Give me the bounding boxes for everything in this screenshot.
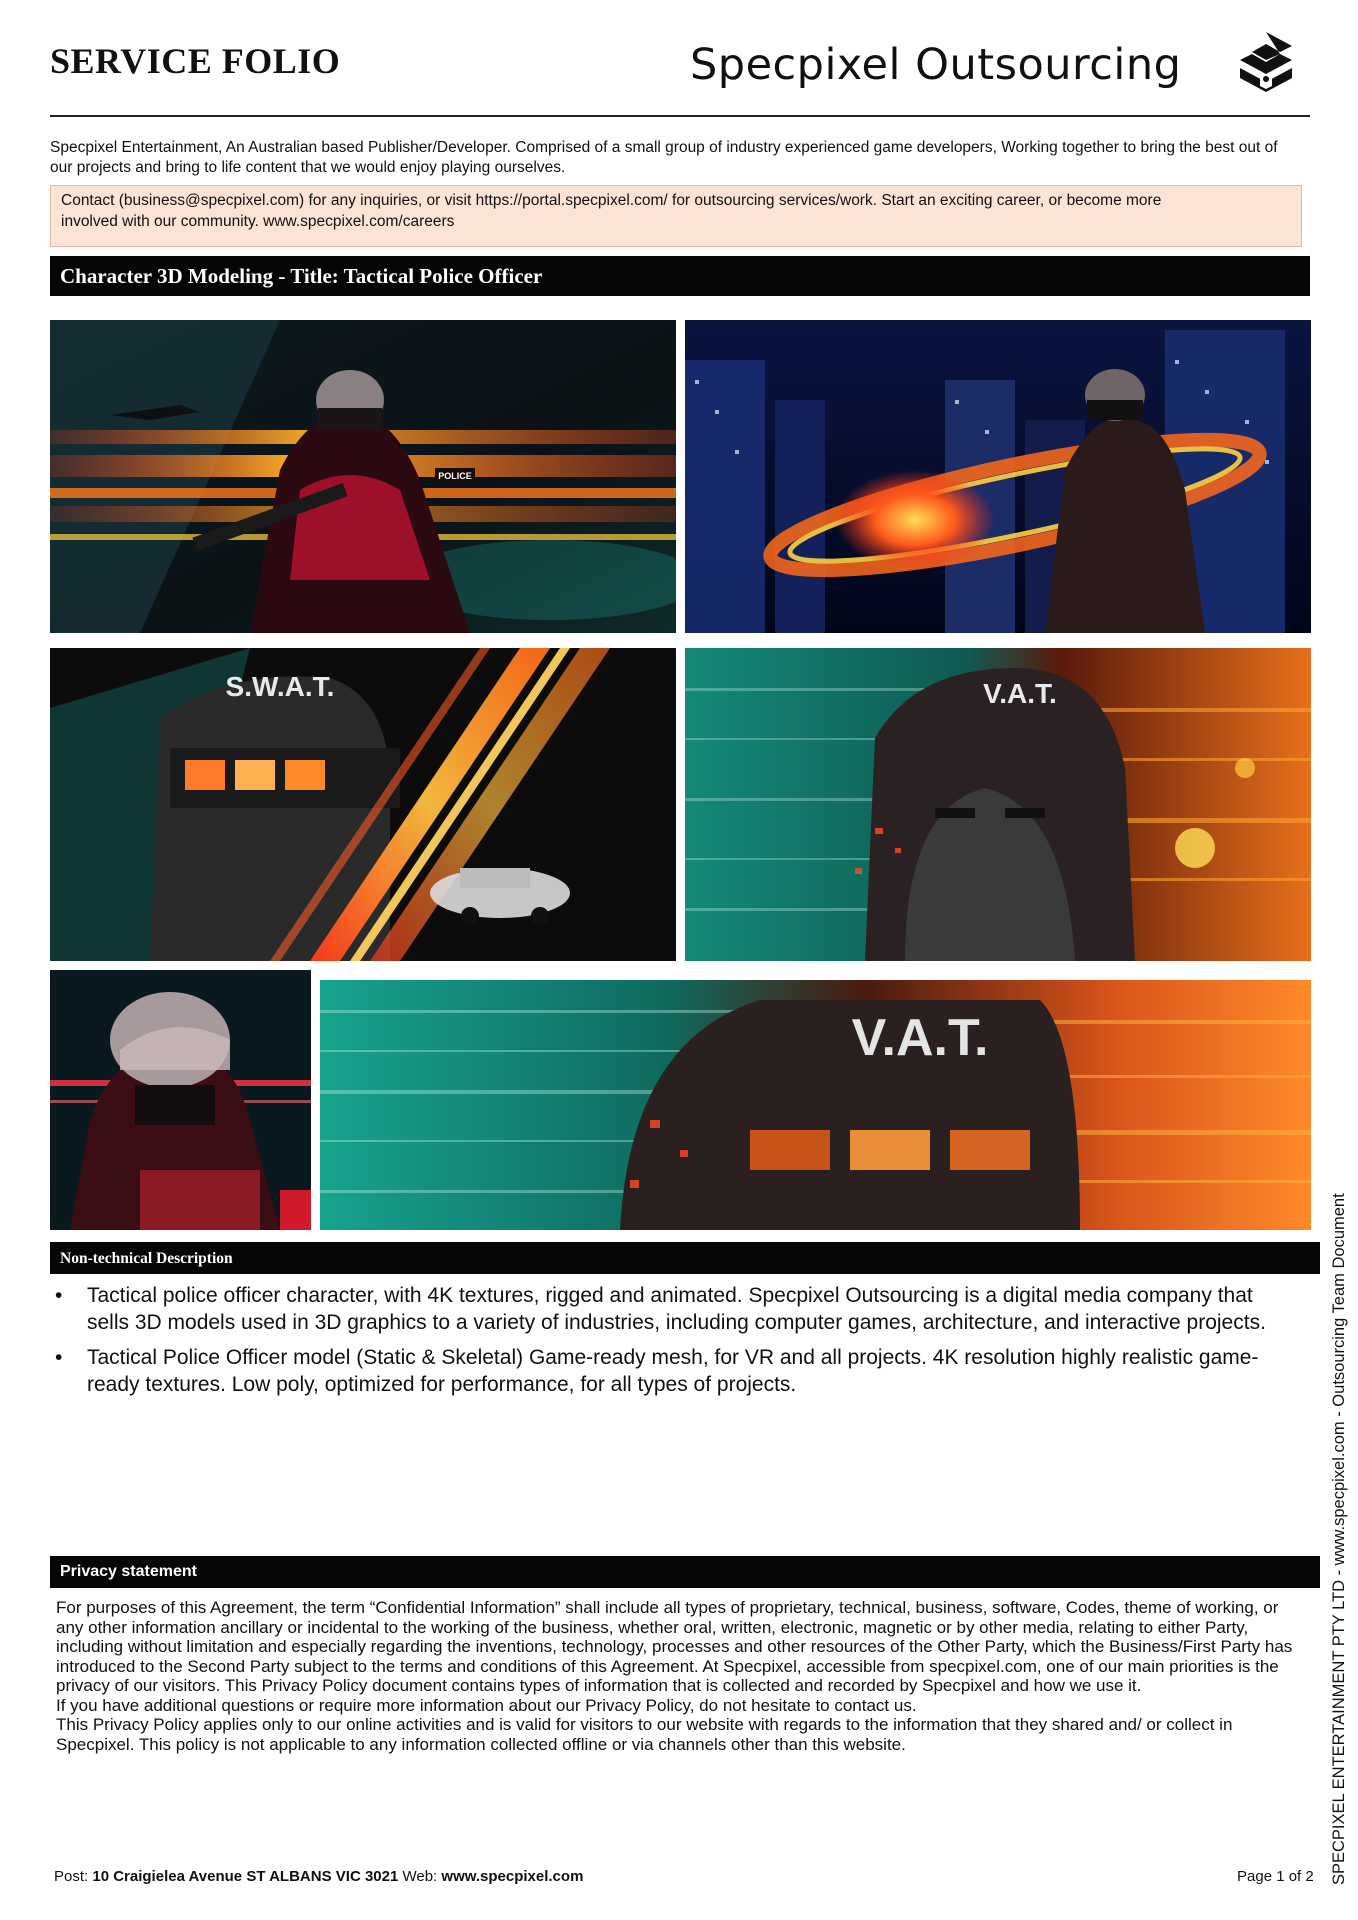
side-vertical-note: SPECPIXEL ENTERTAINMENT PTY LTD - www.specpixel.com - Outsourcing Team Document	[1330, 1193, 1348, 1885]
render-image-4	[685, 648, 1311, 961]
vat-label-large: V.A.T.	[851, 1009, 989, 1067]
swat-label: S.W.A.T.	[225, 671, 335, 702]
render-image-2	[685, 320, 1311, 633]
list-item-text: Tactical Police Officer model (Static & Skeletal) Game-ready mesh, for VR and all projects. 4K resolution highly realistic game-ready textures. Low poly, optimized for performance, for all types of projects.	[87, 1346, 1259, 1396]
footer-address	[54, 1868, 583, 1885]
render-image-6	[320, 980, 1311, 1230]
vat-label-small: V.A.T.	[983, 678, 1057, 709]
intro-paragraph: Specpixel Entertainment, An Australian based Publisher/Developer. Comprised of a small group of industry experienced game developers, Working together to bring the best out of our projects and bring to life content that we would enjoy playing ourselves.	[50, 139, 1278, 176]
privacy-paragraph-2: If you have additional questions or require more information about our Privacy Policy, do not hesitate to contact us.	[56, 1695, 917, 1715]
post-address: 10 Craigielea Avenue ST ALBANS VIC 3021	[92, 1868, 399, 1885]
list-item	[50, 1282, 1290, 1336]
web-link[interactable]: www.specpixel.com	[441, 1868, 584, 1885]
post-label: Post:	[54, 1868, 89, 1885]
brand-name: Specpixel Outsourcing	[690, 40, 1182, 90]
render-image-1	[50, 320, 676, 633]
spe-logo-icon	[1236, 30, 1296, 100]
render-image-3	[50, 648, 676, 961]
contact-box	[50, 185, 1302, 247]
render-image-5	[50, 970, 311, 1230]
description-list	[50, 1282, 1290, 1406]
web-label: Web:	[402, 1868, 438, 1885]
section-title: Character 3D Modeling - Title: Tactical Police Officer	[50, 256, 1310, 296]
bullet-icon: •	[55, 1346, 63, 1369]
list-item-text: Tactical police officer character, with 4K textures, rigged and animated. Specpixel Outsourcing is a digital media company that sells 3D models used in 3D graphics to a variety of industries, including computer games, architecture, and interactive projects.	[87, 1284, 1266, 1334]
header-divider	[50, 115, 1310, 117]
privacy-heading: Privacy statement	[50, 1556, 1320, 1588]
page-number: Page 1 of 2	[1237, 1868, 1314, 1885]
police-badge-text: POLICE	[438, 471, 472, 481]
privacy-text	[56, 1598, 1306, 1754]
contact-line-2: involved with our community. www.specpixel.com/careers	[61, 213, 455, 230]
privacy-paragraph-3: This Privacy Policy applies only to our online activities and is valid for visitors to our website with regards to the information that they shared and/ or collect in Specpixel. This policy is not applicable to any information collected offline or via channels other than this website.	[56, 1715, 1233, 1754]
contact-line-1: Contact (business@specpixel.com) for any inquiries, or visit https://portal.specpixel.com/ for outsourcing services/work. Start an exciting career, or become more	[61, 192, 1162, 209]
list-item	[50, 1344, 1290, 1398]
bullet-icon: •	[55, 1284, 63, 1307]
document-title: SERVICE FOLIO	[50, 41, 341, 81]
description-heading: Non-technical Description	[50, 1242, 1320, 1274]
privacy-paragraph-1: For purposes of this Agreement, the term “Confidential Information” shall include all types of proprietary, technical, business, software, Codes, theme of working, or any other information ancillary or incidental to the working of the business, whether oral, written, electronic, magnetic or by other media, relating to either Party, including without limitation and especially regarding the inventions, technology, processes and other resources of the Other Party, which the Business/First Party has introduced to the Second Party subject to the terms and conditions of this Agreement. At Specpixel, accessible from specpixel.com, one of our main priorities is the privacy of our visitors. This Privacy Policy document contains types of information that is collected and recorded by Specpixel and how we use it.	[56, 1598, 1293, 1695]
